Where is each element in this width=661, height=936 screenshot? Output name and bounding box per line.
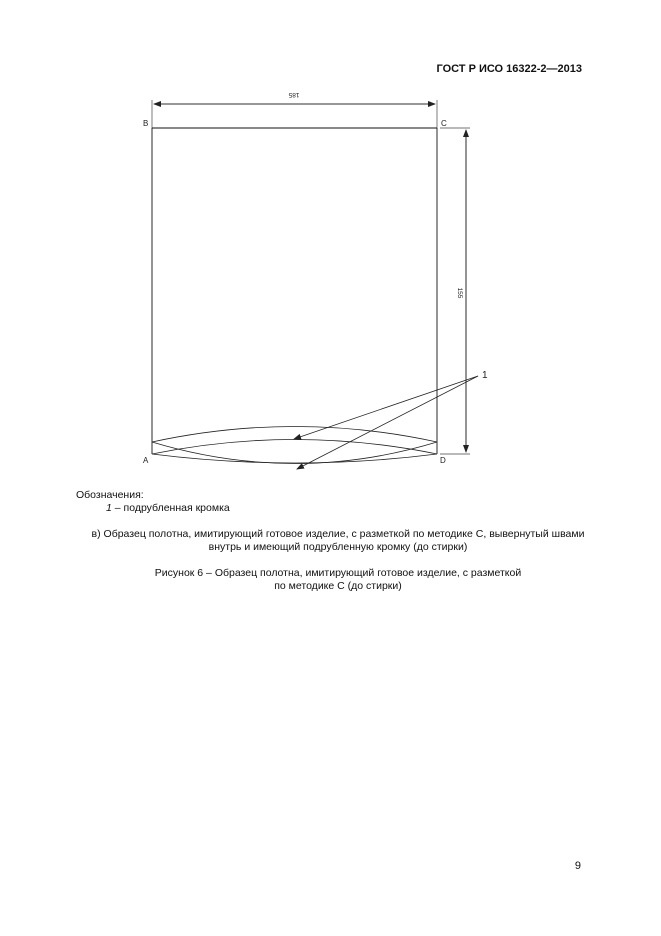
height-dimension-label: 155 [456, 287, 463, 299]
sub-caption-line-2: внутрь и имеющий подрубленную кромку (до стирки) [208, 541, 468, 553]
legend-item [106, 502, 230, 514]
hemmed-edge [152, 427, 437, 464]
legend-item-number: 1 [106, 502, 112, 514]
corner-b-label: B [143, 119, 149, 128]
corner-a-label: A [143, 456, 149, 465]
height-dimension [440, 128, 470, 454]
width-dimension-label: 185 [288, 91, 300, 98]
corner-d-label: D [440, 456, 446, 465]
legend-item-text: – подрубленная кромка [111, 502, 230, 514]
width-dimension [152, 91, 437, 128]
sub-caption-line-1: в) Образец полотна, имитирующий готовое изделие, с разметкой по методике С, вывернутый швами [91, 528, 585, 540]
standard-header: ГОСТ Р ИСО 16322-2—2013 [436, 63, 582, 75]
figure-caption-line-1: Рисунок 6 – Образец полотна, имитирующий готовое изделие, с разметкой [154, 567, 522, 579]
callout-label: 1 [482, 370, 488, 381]
figure-caption-line-2: по методике С (до стирки) [274, 580, 402, 592]
legend-title: Обозначения: [76, 489, 144, 501]
page-number: 9 [574, 860, 581, 872]
sample-outline [152, 128, 437, 454]
corner-c-label: C [441, 119, 447, 128]
